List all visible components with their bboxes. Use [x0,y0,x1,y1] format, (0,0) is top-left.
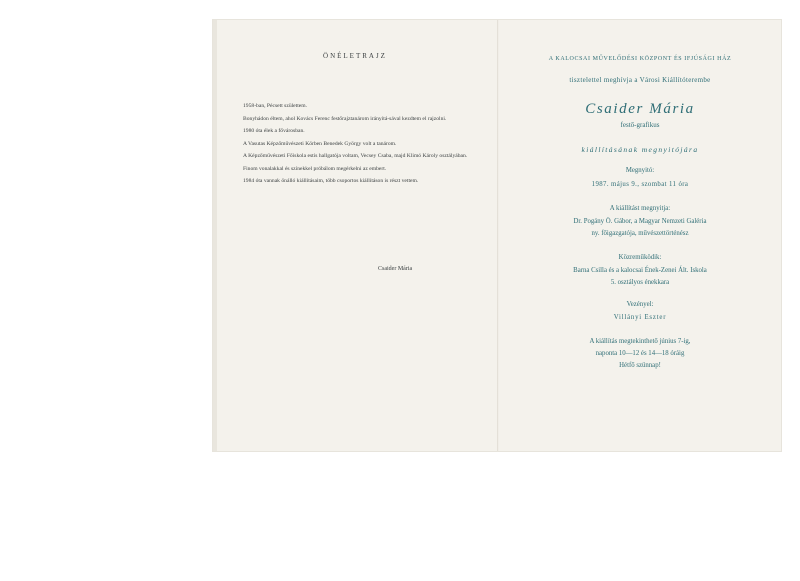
opened-by-line: ny. főigazgatója, művészettörténész [591,230,689,237]
artist-name: Csaider Mária [585,101,695,117]
opened-by-label: A kiállítást megnyitja: [609,205,671,212]
performers-line: Barna Csilla és a kalocsai Ének-Zenei Ált. Iskola [573,267,707,274]
bio-line: Finom vonalakkal és színekkel próbálom megérkelni az embert. [243,165,387,172]
bio-line: A Vasutas Képzőművészeti Körben Benedek György volt a tanárom. [243,140,397,147]
biography-title: ÖNÉLETRAJZ [323,52,387,60]
performers-label: Közreműködik: [618,254,662,261]
performers-line: 5. osztályos énekkara [610,279,670,286]
exhibition-title: kiállításának megnyitójára [581,145,699,154]
biography-text [243,101,483,189]
opening-date: 1987. május 9., szombat 11 óra [591,181,689,188]
conductor-label: Vezényel: [626,301,654,308]
bio-line: 1984 óta vannak önálló kiállításaim, több csoportos kiállításon is részt vettem. [243,178,419,184]
bio-line: A Képzőművészeti Főiskola estis hallgatója voltam, Vecsey Csaba, majd Klimó Károly osztályában. [243,153,468,159]
bio-line: 1980 óta élek a fővárosban. [243,128,305,134]
viewing-info-line: naponta 10—12 és 14—18 óráig [595,350,685,357]
right-page-invitation [499,20,781,451]
bio-line: Bonyhádon éltem, ahol Kovács Ferenc festőrajztanárom irányítá-sával kezdtem el rajzolni. [243,115,447,122]
opened-by-line: Dr. Pogány Ö. Gábor, a Magyar Nemzeti Galéria [573,218,707,225]
left-page-biography [213,20,497,451]
bio-line: 1958-ban, Pécsett születtem. [243,103,308,109]
conductor-name: Villányi Eszter [613,314,667,321]
biography-signature: Csaider Mária [378,266,413,272]
viewing-info-line: Hétfő szünnap! [619,362,661,369]
viewing-info-line: A kiállítás megtekinthető június 7-ig, [589,338,691,345]
opening-label: Megnyitó: [625,167,655,174]
invitation-line: tisztelettel meghívja a Városi Kiállítóterembe [569,76,711,84]
artist-profession: festő-grafikus [620,121,660,129]
organizer-heading: A KALOCSAI MŰVELŐDÉSI KÖZPONT ÉS IFJÚSÁGI HÁZ [548,56,732,62]
